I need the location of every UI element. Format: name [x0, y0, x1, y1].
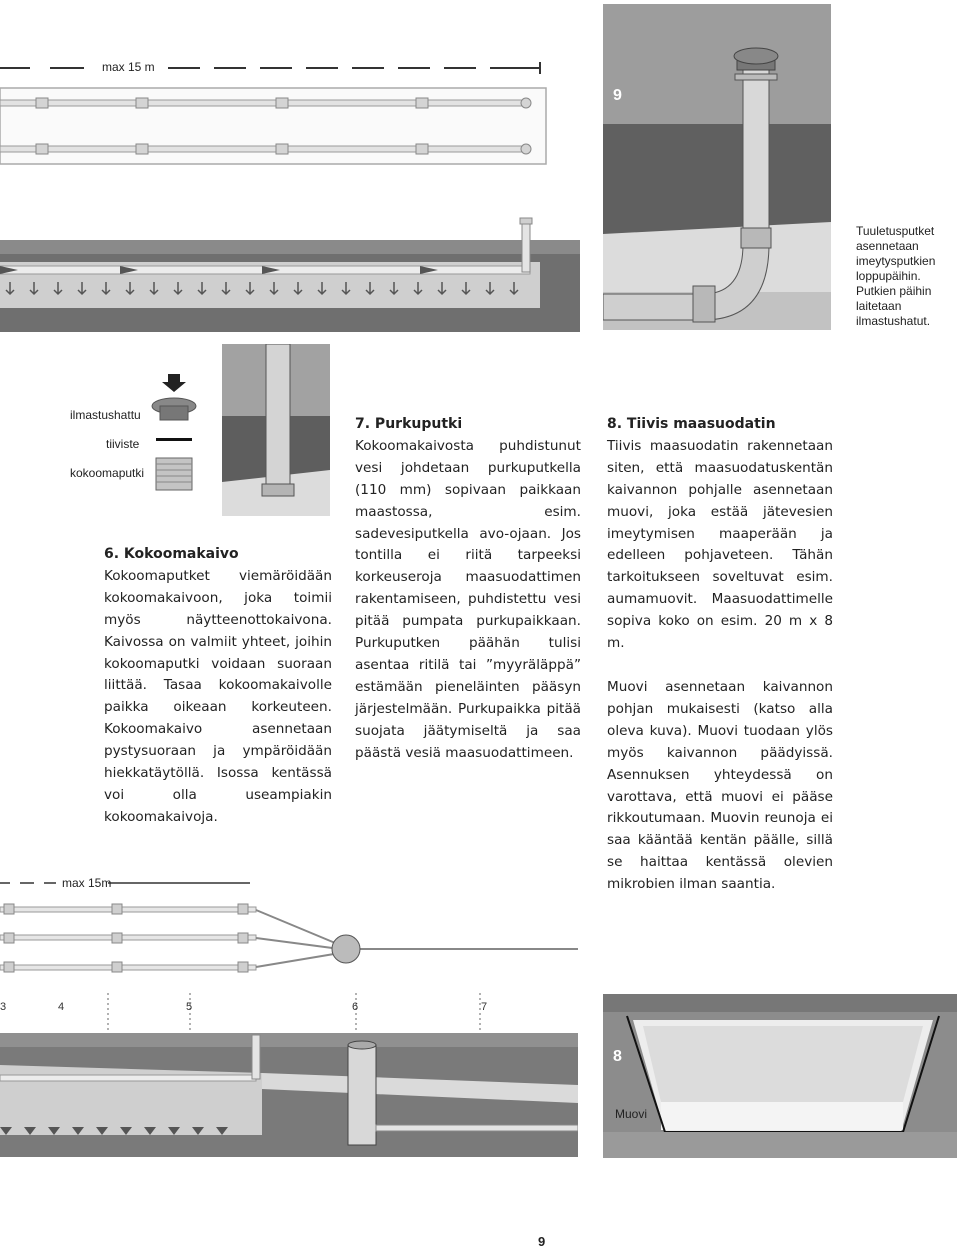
section-7-body: Kokoomakaivosta puhdistunut vesi johdetaan purkuputkella (110 mm) sopivaan paikkaan maastossa, esim. sadevesiputkella avo-ojaan. Jos tontilla ei riitä tarpeeksi korkeuseroja maasuodattimen rakentamiseen, puhdistettu vesi pitää pumpata purkupaikkaan. Purkuputken päähän tulisi asentaa ritilä tai ”myyräläppä” estämään pieneläinten pääsyn järjestelmään. Purkupaikka pitää suojata jäätymiseltä ja saa päästä vesiä maasuodattimeen. [355, 437, 581, 761]
bottom-system-figure [0, 845, 578, 1157]
top-pipe-figure [0, 0, 580, 332]
step-number-5: 5 [186, 1001, 193, 1013]
figure-9-number: 9 [613, 87, 622, 104]
figure-9-caption: Tuuletusputket asennetaan imeytysputkien loppupäihin. Putkien päihin laitetaan ilmastushatut. [856, 224, 936, 328]
seal-icon [156, 438, 192, 441]
parts-drawing [148, 372, 208, 492]
vent-cap-icon [160, 406, 188, 420]
section-8-body-2: Muovi asennetaan kaivannon pohjan mukaisesti (katso alla oleva kuva). Muovi tuodaan ylös myös kaivannon päädyissä. Asennuksen yhteydessä on varottava, että muovi ei pääse rikkoutumaan. Muovin reunoja ei saa kääntää kentän päälle, sillä se haittaa kentässä olevien mikrobien ilman saantia. [607, 678, 833, 893]
section-8-body-1: Tiivis maasuodatin rakennetaan siten, että maasuodatuskentän kaivannon pohjalle asennetaan muovi, joka estää jätevesien imeytymisen maaperään ja edelleen pohjaveteen. Tähän tarkoitukseen soveltuvat esim. aumamuovit. Maasuodattimelle sopiva koko on esim. 20 m x 8 m. [607, 437, 833, 652]
collector-pipe-icon [156, 458, 192, 490]
figure-8 [603, 994, 957, 1158]
figure-8-number: 8 [613, 1048, 622, 1065]
step-number-7: 7 [481, 1001, 488, 1013]
cap-label: ilmastushattu [70, 408, 141, 422]
step-number-4: 4 [58, 1001, 65, 1013]
section-6-heading: 6. Kokoomakaivo [104, 546, 239, 562]
section-6 [104, 544, 332, 829]
seal-label: tiiviste [106, 437, 140, 451]
figure-8-drawing [603, 994, 957, 1158]
liner-label: Muovi [615, 1107, 648, 1121]
page-number: 9 [538, 1234, 546, 1249]
down-arrow-icon [162, 374, 186, 392]
top-pipe-drawing [0, 0, 580, 332]
collector-well-small-drawing [222, 344, 330, 516]
top-distance-label: max 15 m [98, 60, 159, 74]
bottom-system-drawing [0, 845, 578, 1157]
step-number-3: 3 [0, 1001, 7, 1013]
section-8-heading: 8. Tiivis maasuodatin [607, 416, 776, 432]
section-6-body: Kokoomaputket viemäröidään kokoomakaivoon, joka toimii myös näytteenottokaivona. Kaivossa on valmiit yhteet, joihin kokoomaputki voidaan suoraan liittää. Tasaa kokoomakaivolle paikka oikeaan korkeuteen. Kokoomakaivo asennetaan pystysuoraan ja ympäröidään hiekkatäytöllä. Isossa kentässä voi olla useampiakin kokoomakaivoja. [104, 567, 332, 825]
section-7-heading: 7. Purkuputki [355, 416, 463, 432]
step-number-6: 6 [352, 1001, 359, 1013]
figure-9 [603, 4, 831, 330]
bottom-distance-label: max 15m [62, 876, 112, 890]
section-8 [607, 414, 833, 896]
figure-9-drawing [603, 4, 831, 330]
section-7 [355, 414, 581, 765]
pipe-label: kokoomaputki [70, 466, 145, 480]
